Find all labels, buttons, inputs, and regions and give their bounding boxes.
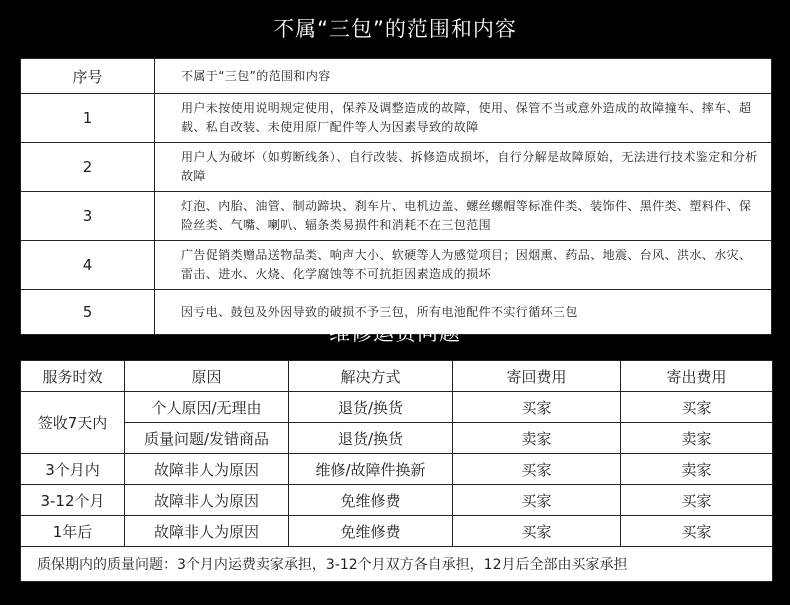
header-reason: 原因 <box>125 361 289 392</box>
send-fee-cell: 买家 <box>621 485 773 516</box>
table-row <box>21 94 772 143</box>
send-fee-cell: 卖家 <box>621 423 773 454</box>
solution-cell: 免维修费 <box>289 485 453 516</box>
table-row <box>21 241 772 290</box>
return-fee-cell: 买家 <box>453 454 621 485</box>
solution-cell: 维修/故障件换新 <box>289 454 453 485</box>
shipping-fee-table <box>20 360 773 582</box>
header-period: 服务时效 <box>21 361 125 392</box>
table-row <box>21 423 773 454</box>
table-header-row <box>21 59 772 94</box>
table-row <box>21 516 773 547</box>
row-no: 3 <box>21 192 155 241</box>
row-text: 因亏电、鼓包及外因导致的破损不予三包，所有电池配件不实行循环三包 <box>155 290 772 335</box>
row-no: 5 <box>21 290 155 335</box>
table-row <box>21 485 773 516</box>
period-cell: 3-12个月 <box>21 485 125 516</box>
return-fee-cell: 买家 <box>453 392 621 423</box>
row-text: 广告促销类赠品送物品类、响声大小、软硬等人为感觉项目；因烟熏、药品、地震、台风、洪水、水灾、雷击、进水、火烧、化学腐蚀等不可抗拒因素造成的损坏 <box>155 241 772 290</box>
table-row <box>21 143 772 192</box>
section1-title: 不属“三包”的范围和内容 <box>273 17 517 41</box>
row-no: 4 <box>21 241 155 290</box>
send-fee-cell: 买家 <box>621 516 773 547</box>
period-cell: 1年后 <box>21 516 125 547</box>
period-cell: 签收7天内 <box>21 392 125 454</box>
reason-cell: 故障非人为原因 <box>125 454 289 485</box>
header-solution: 解决方式 <box>289 361 453 392</box>
header-send-fee: 寄出费用 <box>621 361 773 392</box>
solution-cell: 退货/换货 <box>289 392 453 423</box>
note-row <box>21 547 773 582</box>
period-cell: 3个月内 <box>21 454 125 485</box>
table-row <box>21 454 773 485</box>
row-text: 灯泡、内胎、油管、制动蹄块、刹车片、电机边盖、螺丝螺帽等标准件类、装饰件、黑件类、塑料件、保险丝类、气嘴、喇叭、辐条类易损件和消耗不在三包范围 <box>155 192 772 241</box>
table-header-row <box>21 361 773 392</box>
row-no: 1 <box>21 94 155 143</box>
section2-title: 维修运费问题 <box>329 321 461 345</box>
return-fee-cell: 买家 <box>453 516 621 547</box>
reason-cell: 故障非人为原因 <box>125 485 289 516</box>
row-no: 2 <box>21 143 155 192</box>
row-text: 用户未按使用说明规定使用，保养及调整造成的故障，使用、保管不当或意外造成的故障撞车、摔车、超载、私自改装、未使用原厂配件等人为因素导致的故障 <box>155 94 772 143</box>
reason-cell: 个人原因/无理由 <box>125 392 289 423</box>
header-return-fee: 寄回费用 <box>453 361 621 392</box>
header-content: 不属于“三包”的范围和内容 <box>155 59 772 94</box>
return-fee-cell: 卖家 <box>453 423 621 454</box>
solution-cell: 退货/换货 <box>289 423 453 454</box>
solution-cell: 免维修费 <box>289 516 453 547</box>
table-row <box>21 192 772 241</box>
warranty-note: 质保期内的质量问题：3个月内运费卖家承担，3-12个月双方各自承担，12月后全部由买家承担 <box>21 547 773 582</box>
return-fee-cell: 买家 <box>453 485 621 516</box>
send-fee-cell: 买家 <box>621 392 773 423</box>
table-row <box>21 392 773 423</box>
exclusions-table <box>20 58 772 335</box>
reason-cell: 质量问题/发错商品 <box>125 423 289 454</box>
reason-cell: 故障非人为原因 <box>125 516 289 547</box>
header-no: 序号 <box>21 59 155 94</box>
row-text: 用户人为破坏（如剪断线条）、自行改装、拆修造成损坏，自行分解是故障原始，无法进行技术鉴定和分析故障 <box>155 143 772 192</box>
send-fee-cell: 卖家 <box>621 454 773 485</box>
